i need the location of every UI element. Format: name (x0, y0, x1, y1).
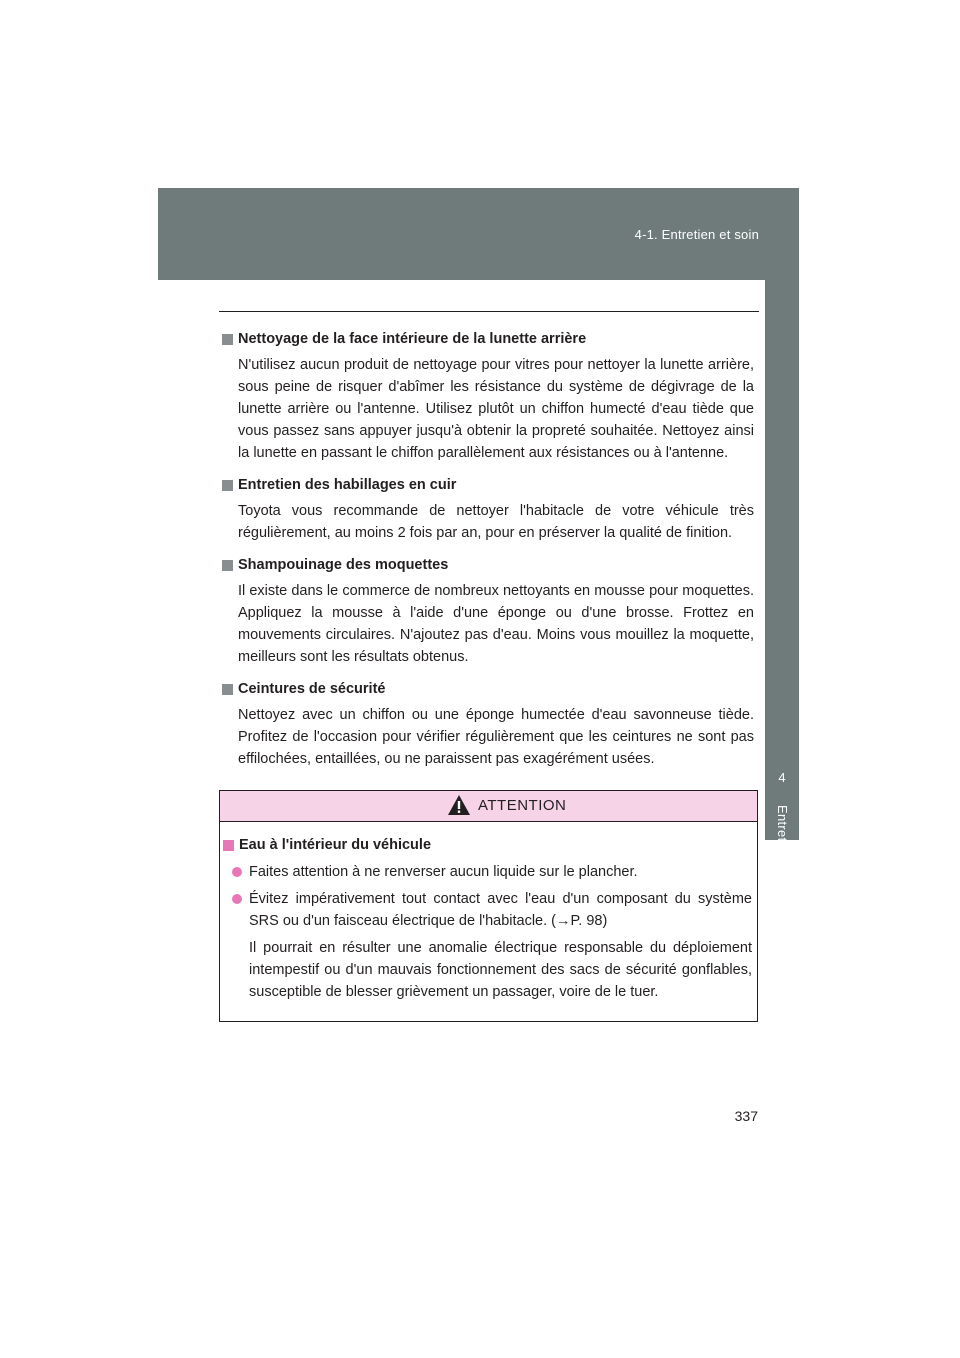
section-body: N'utilisez aucun produit de nettoyage pour vitres pour nettoyer la lunette arrière, sous peine de risquer d'abîmer les résistance du système de dégivrage de la lunette arrière ou l'antenne. Utilisez plutôt un chiffon humecté d'eau tiède que vous passez sans appuyer jusqu'à obtenir la propreté souhaitée. Nettoyez ainsi la lunette en passant le chiffon parallèlement aux résistances ou à l'antenne. (238, 357, 754, 461)
chapter-label: Entretien et soin (775, 805, 790, 905)
square-bullet-icon (222, 334, 233, 345)
top-divider (219, 311, 759, 312)
section-title-text: Ceintures de sécurité (238, 681, 386, 697)
section-leather (222, 474, 754, 544)
caution-bullet (232, 888, 752, 1003)
section-seatbelts (222, 678, 754, 770)
header-band (158, 188, 799, 280)
section-body: Nettoyez avec un chiffon ou une éponge humectée d'eau savonneuse tiède. Profitez de l'occasion pour vérifier régulièrement que les ceintures ne sont pas effilochées, entaillées, ou ne paraissent pas exagérément usées. (238, 707, 754, 767)
section-rear-window (222, 328, 754, 464)
section-title (222, 328, 754, 350)
bullet-text (249, 861, 638, 883)
caution-subtitle (223, 834, 752, 856)
caution-header (220, 791, 757, 822)
section-body: Toyota vous recommande de nettoyer l'habitacle de votre véhicule très régulièrement, au moins 2 fois par an, pour en préserver la qualité de finition. (238, 503, 754, 541)
square-bullet-icon (223, 840, 234, 851)
bullet-text (249, 888, 752, 1003)
square-bullet-icon (222, 480, 233, 491)
bullet-dot-icon (232, 894, 242, 904)
page-number: 337 (734, 1108, 758, 1124)
main-content (222, 328, 754, 780)
warning-triangle-icon (447, 794, 471, 816)
caution-title: ATTENTION (478, 797, 567, 814)
bullet-paragraph: Évitez impérativement tout contact avec l'eau d'un composant du système SRS ou d'un faisceau électrique de l'habitacle. (→P. 98) (249, 891, 752, 929)
section-carpets (222, 554, 754, 668)
section-body: Il existe dans le commerce de nombreux nettoyants en mousse pour moquettes. Appliquez la mousse à l'aide d'une éponge ou d'une brosse. Frottez en mouvements circulaires. N'ajoutez pas d'eau. Moins vous mouillez la moquette, meilleurs sont les résultats obtenus. (238, 583, 754, 665)
section-title (222, 554, 754, 576)
caution-box (219, 790, 758, 1022)
section-title (222, 474, 754, 496)
chapter-side-tab (765, 280, 799, 905)
caution-bullet (232, 861, 752, 883)
bullet-paragraph: Faites attention à ne renverser aucun liquide sur le plancher. (249, 864, 638, 880)
section-title-text: Shampouinage des moquettes (238, 557, 449, 573)
square-bullet-icon (222, 684, 233, 695)
section-title-text: Nettoyage de la face intérieure de la lunette arrière (238, 331, 587, 347)
section-title-text: Entretien des habillages en cuir (238, 477, 457, 493)
section-title (222, 678, 754, 700)
bullet-paragraph: Il pourrait en résulter une anomalie électrique responsable du déploiement intempestif ou d'un mauvais fonctionnement des sacs de sécurité gonflables, susceptible de blesser grièvement un passager, voire de le tuer. (249, 940, 752, 1000)
square-bullet-icon (222, 560, 233, 571)
caution-body (220, 822, 757, 1003)
bullet-dot-icon (232, 867, 242, 877)
caution-subtitle-text: Eau à l'intérieur du véhicule (239, 837, 432, 853)
header-section-title: 4-1. Entretien et soin (634, 227, 759, 242)
chapter-number: 4 (778, 770, 786, 785)
